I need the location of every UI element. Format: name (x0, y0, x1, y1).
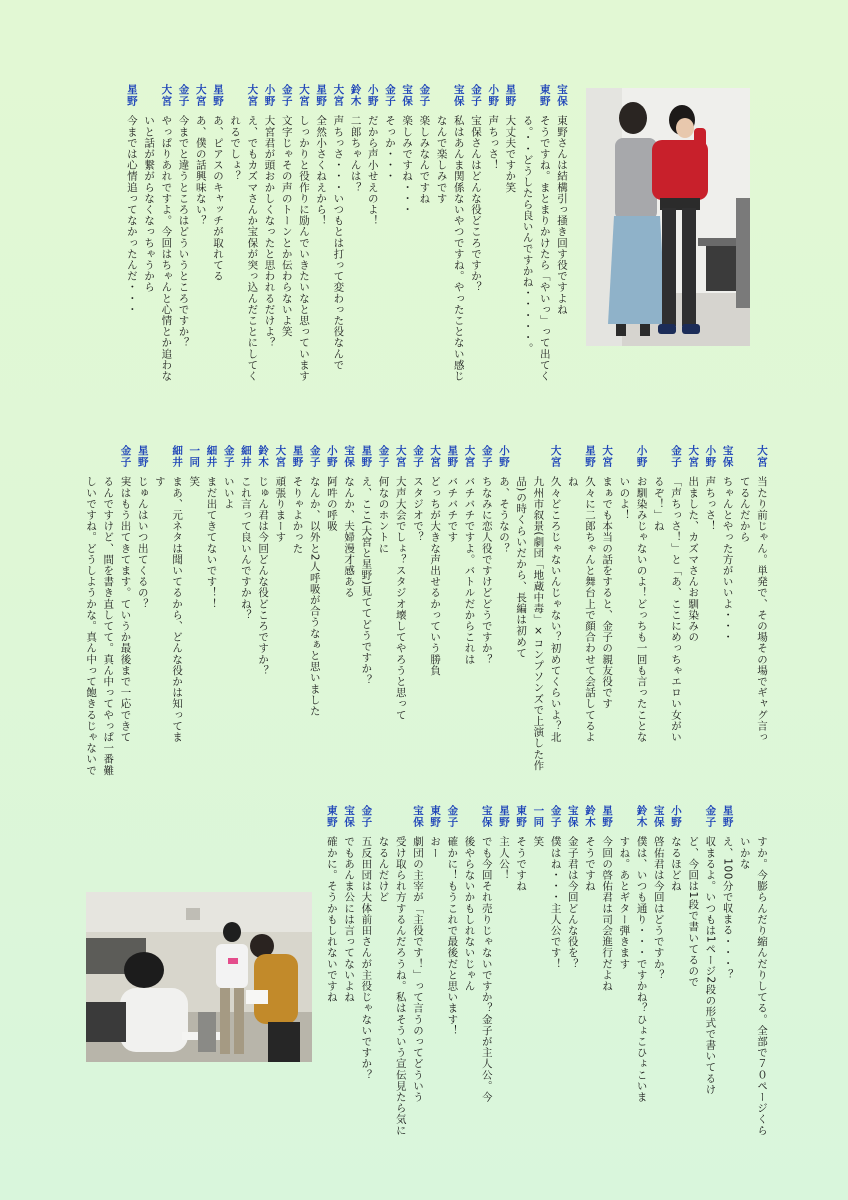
dialogue-text: お馴染みじゃないのよ！どっちも一回も言ったことな (635, 476, 648, 743)
dialogue-line (209, 84, 226, 436)
dialogue-line (632, 805, 649, 1121)
dialogue-text: じゅん君は今回どんな役どころですか？ (257, 476, 270, 676)
dialogue-line (254, 445, 271, 763)
speaker-name: 宝保 (343, 445, 356, 468)
dialogue-line (415, 84, 432, 436)
dialogue-text: るんですけど、間を書き直してて。真ん中ってやっぱ一番難 (102, 476, 115, 776)
dialogue-text: いと話が繋がらなくなっちゃうから (143, 115, 156, 293)
dialogue-line (667, 805, 684, 1121)
dialogue-text: 五反田団は大体前田さんが主役じゃないですか？ (360, 836, 373, 1081)
conversation-section-2 (84, 445, 770, 776)
speaker-name (650, 445, 667, 476)
dialogue-text: 主人公！ (497, 836, 510, 881)
dialogue-line (443, 445, 460, 763)
dialogue-line (306, 445, 323, 763)
dialogue-text: なるんだけど (377, 836, 390, 903)
dialogue-line (260, 84, 277, 436)
speaker-name: 星野 (721, 805, 734, 828)
speaker-name: 星野 (601, 805, 614, 828)
speaker-name: 小野 (497, 445, 510, 468)
speaker-name: 金子 (446, 805, 459, 828)
dialogue-line (615, 445, 632, 763)
dialogue-line (684, 445, 701, 763)
speaker-name: 星野 (211, 84, 224, 107)
speaker-name: 大宮 (194, 84, 207, 107)
dialogue-line (467, 84, 484, 436)
dialogue-text: 大声大会でしょ？スタジオ壊してやろうと思って (394, 476, 407, 721)
dialogue-text: 受け取られ方するんだろうね。私はそういう宣伝見たら気に (394, 836, 407, 1136)
dialogue-line (478, 805, 495, 1121)
dialogue-line (495, 445, 512, 763)
speaker-name: 宝保 (452, 84, 465, 107)
speaker-name: 星野 (360, 445, 373, 468)
speaker-name: 金子 (308, 445, 321, 468)
dialogue-text: 実はもう出てきてます。ていうか最後まで一応できて (119, 476, 132, 743)
dialogue-text: 僕はね・・・主人公です！ (549, 836, 562, 970)
speaker-name: 宝保 (652, 805, 665, 828)
dialogue-text: 久々に二郎ちゃんと舞台上で顔合わせて会話してるよ (583, 476, 596, 743)
dialogue-line (364, 84, 381, 436)
dialogue-text: 二郎ちゃんは？ (349, 115, 362, 193)
dialogue-text: そうですね。まとまりかけたら「やいっ」って出てく (538, 115, 551, 382)
dialogue-text: 僕は、いつも通り・・・ですかね？ひょこひょこいま (635, 836, 648, 1103)
dialogue-text: 頑張りまーす (274, 476, 287, 543)
dialogue-line (409, 805, 426, 1121)
dialogue-text: ちゃんとやった方がいいよ・・・ (721, 476, 734, 643)
dialogue-text: 今までは心情追ってなかったんだ・・・ (125, 115, 138, 315)
speaker-name: 金子 (119, 445, 132, 468)
dialogue-text: 確かに！もうこれで最後だと思います！ (446, 836, 459, 1036)
dialogue-text: 大丈夫ですか笑 (504, 115, 517, 193)
speaker-name: 大宮 (160, 84, 173, 107)
dialogue-text: 後やらないかもしれないじゃん (463, 836, 476, 992)
dialogue-line (736, 805, 753, 1121)
dialogue-line (295, 84, 312, 436)
dialogue-line (357, 805, 374, 1121)
dialogue-text: 九州市叙景(劇団「地蔵中毒」×コンプソンズで上演した作 (532, 476, 545, 771)
dialogue-text: 大宮君が頭おかしくなったと思われるだけよ？ (263, 115, 276, 349)
rehearsal-photo-group (86, 892, 312, 1062)
speaker-name: 大宮 (429, 445, 442, 468)
dialogue-line (426, 445, 443, 763)
dialogue-text: 声ちっさ・・・いつもとは打って変わった役なんで (332, 115, 345, 371)
dialogue-line (484, 84, 501, 436)
dialogue-line (323, 805, 340, 1121)
dialogue-text: いいよ (222, 476, 235, 510)
speaker-name: 一同 (188, 445, 201, 468)
dialogue-line (174, 84, 191, 436)
dialogue-text: る。・・どうしたら良いんですかね・・・・・。 (521, 115, 534, 354)
dialogue-text: これ言って良いんですかね？ (239, 476, 252, 621)
dialogue-text: まぁでも本当の話をすると、金子の親友役です (601, 476, 614, 710)
speaker-name (512, 445, 529, 476)
speaker-name: 金子 (377, 445, 390, 468)
dialogue-line (82, 445, 99, 776)
dialogue-text: 当たり前じゃん。単発で、その場その場でギャグ言っ (756, 476, 768, 743)
dialogue-line (140, 84, 157, 436)
speaker-name: 細井 (239, 445, 252, 468)
speaker-name (564, 445, 581, 476)
speaker-name: 星野 (136, 445, 149, 468)
dialogue-line (564, 445, 581, 763)
dialogue-line (460, 445, 477, 763)
dialogue-line (443, 805, 460, 1121)
dialogue-line (123, 84, 140, 436)
dialogue-line (753, 445, 770, 763)
dialogue-text: 声ちっさ！ (704, 476, 717, 532)
dialogue-text: バチバチです (446, 476, 459, 543)
dialogue-line (357, 445, 374, 763)
dialogue-line (426, 805, 443, 1121)
conversation-section-3 (325, 805, 770, 1136)
speaker-name: 鈴木 (257, 445, 270, 468)
dialogue-text: なるほどね (669, 836, 682, 892)
speaker-name: 大宮 (463, 445, 476, 468)
dialogue-line (409, 445, 426, 763)
rehearsal-photo-two-actors (586, 88, 750, 346)
speaker-name: 大宮 (549, 445, 562, 468)
speaker-name (684, 805, 701, 836)
dialogue-line (701, 445, 718, 763)
speaker-name (433, 84, 450, 115)
speaker-name: 細井 (205, 445, 218, 468)
dialogue-text: あ、そうなの？ (497, 476, 510, 554)
speaker-name: 金子 (222, 445, 235, 468)
dialogue-text: すか。今膨らんだり縮んだりしてる。全部で７０ページくら (756, 836, 768, 1136)
speaker-name: 星野 (291, 445, 304, 468)
dialogue-text: やっぱりあれですよ。今回はちゃんと心情とか追わな (160, 115, 173, 382)
dialogue-text: だから声小せえのよ！ (366, 115, 379, 226)
dialogue-line (168, 445, 185, 763)
dialogue-line (553, 84, 570, 436)
speaker-name (226, 84, 243, 115)
dialogue-text: おー (429, 836, 442, 859)
speaker-name: 星野 (504, 84, 517, 107)
dialogue-text: そりゃよかった (291, 476, 304, 554)
dialogue-line (374, 445, 391, 763)
dialogue-text: 確かに。そうかもしれないですね (325, 836, 338, 1003)
speaker-name: 金子 (549, 805, 562, 828)
dialogue-text: そうですね (515, 836, 528, 892)
dialogue-line (329, 84, 346, 436)
dialogue-line (529, 805, 546, 1121)
dialogue-text: 劇団の主宰が「主役です！」って言うのってどういう (411, 836, 424, 1103)
dialogue-line (278, 84, 295, 436)
speaker-name (151, 445, 168, 476)
speaker-name: 金子 (280, 84, 293, 107)
speaker-name (392, 805, 409, 836)
dialogue-text: どっちが大きな声出せるかっていう勝負 (429, 476, 442, 676)
speaker-name (519, 84, 536, 115)
speaker-name (140, 84, 157, 115)
dialogue-line (667, 445, 684, 763)
speaker-name: 鈴木 (349, 84, 362, 107)
speaker-name: 大宮 (274, 445, 287, 468)
speaker-name (461, 805, 478, 836)
dialogue-line (271, 445, 288, 763)
speaker-name: 大宮 (394, 445, 407, 468)
dialogue-line (323, 445, 340, 763)
speaker-name: 大宮 (756, 445, 768, 468)
speaker-name: 金子 (418, 84, 431, 107)
dialogue-text: あ、ピアスのキャッチが取れてる (211, 115, 224, 282)
speaker-name: 宝保 (566, 805, 579, 828)
dialogue-text: 収まるよ。いつもは1ページ2段の形式で書いてるけ (704, 836, 717, 1095)
dialogue-text: 私はあんま関係ないやつですね。やったことない感じ (452, 115, 465, 382)
dialogue-line (157, 84, 174, 436)
dialogue-text: でも今回それ売りじゃないですか？金子が主人公。今 (480, 836, 493, 1103)
speaker-name: 宝保 (401, 84, 414, 107)
dialogue-line (546, 805, 563, 1121)
dialogue-line (701, 805, 718, 1121)
dialogue-text: しっかりと役作りに励んでいきたいなと思っています (297, 115, 310, 382)
dialogue-text: ど、今回は1段で書いてるので (687, 836, 700, 988)
speaker-name: 鈴木 (635, 805, 648, 828)
dialogue-text: れるでしょ？ (229, 115, 242, 182)
dialogue-text: ちなみに恋人役ですけどどうですか？ (480, 476, 493, 665)
dialogue-line (185, 445, 202, 763)
dialogue-text: 「声ちっさ！」と「あ、ここにめっちゃエロい女がい (669, 476, 682, 743)
conversation-section-1 (104, 84, 570, 436)
speaker-name (529, 445, 546, 476)
speaker-name (736, 445, 753, 476)
dialogue-text: てるんだから (738, 476, 751, 543)
speaker-name: 小野 (366, 84, 379, 107)
dialogue-text: なんで楽しみです (435, 115, 448, 204)
dialogue-text: いかな (738, 836, 751, 870)
speaker-name: 鈴木 (583, 805, 596, 828)
speaker-name: 小野 (669, 805, 682, 828)
speaker-name: 東野 (429, 805, 442, 828)
dialogue-text: まだ出てきてないです！！ (205, 476, 218, 610)
dialogue-text: 全然小さくねえから！ (315, 115, 328, 226)
dialogue-text: 品)の時くらいだから、長編は初めて (515, 476, 528, 659)
speaker-name: 宝保 (411, 805, 424, 828)
speaker-name: 小野 (704, 445, 717, 468)
dialogue-line (564, 805, 581, 1121)
dialogue-line (116, 445, 133, 763)
dialogue-line (312, 84, 329, 436)
dialogue-text: あ、僕の話興味ない？ (194, 115, 207, 226)
dialogue-text: スタジオで？ (411, 476, 424, 543)
dialogue-line (381, 84, 398, 436)
dialogue-text: 東野さんは結構引っ掻き回す役ですよね (556, 115, 568, 315)
dialogue-line (650, 805, 667, 1121)
dialogue-line (133, 445, 150, 763)
dialogue-text: でもあんま公には言ってないよね (343, 836, 356, 1003)
dialogue-line (99, 445, 116, 776)
dialogue-line (340, 445, 357, 763)
dialogue-line (392, 805, 409, 1136)
speaker-name: 星野 (446, 445, 459, 468)
speaker-name: 小野 (487, 84, 500, 107)
dialogue-line (237, 445, 254, 763)
dialogue-line (346, 84, 363, 436)
dialogue-line (450, 84, 467, 436)
speaker-name: 細井 (171, 445, 184, 468)
speaker-name: 大宮 (246, 84, 259, 107)
dialogue-line (598, 445, 615, 763)
dialogue-text: なんか、夫婦漫才感ある (343, 476, 356, 599)
speaker-name (615, 805, 632, 836)
dialogue-line (432, 84, 449, 436)
dialogue-line (615, 805, 632, 1121)
dialogue-line (392, 445, 409, 763)
speaker-name: 小野 (325, 445, 338, 468)
speaker-name: 金子 (360, 805, 373, 828)
dialogue-text: バチバチですよ。バトルだからこれは (463, 476, 476, 665)
dialogue-text: 楽しみですね・・・ (401, 115, 414, 215)
dialogue-text: 楽しみなんですね (418, 115, 431, 204)
dialogue-text: 久々どころじゃないんじゃない？初めてくらいよ？北 (549, 476, 562, 743)
speaker-name: 小野 (635, 445, 648, 468)
speaker-name: 東野 (515, 805, 528, 828)
speaker-name: 小野 (263, 84, 276, 107)
dialogue-text: そっか・・・ (383, 115, 396, 182)
dialogue-line (632, 445, 649, 763)
dialogue-line (460, 805, 477, 1121)
dialogue-text: 出ました、カズマさんお馴染みの (687, 476, 700, 643)
dialogue-text: 今回の啓佑君は司会進行だよね (601, 836, 614, 992)
dialogue-line (718, 805, 735, 1121)
speaker-name (753, 805, 770, 836)
dialogue-text: 今までと違うところはどういうところですか？ (177, 115, 190, 349)
speaker-name: 星野 (583, 445, 596, 468)
speaker-name (615, 445, 632, 476)
dialogue-line (581, 445, 598, 763)
dialogue-text: す (153, 476, 166, 488)
dialogue-text: ね (566, 476, 579, 488)
dialogue-line (192, 84, 209, 436)
dialogue-line (202, 445, 219, 763)
dialogue-line (226, 84, 243, 436)
dialogue-text: え、100分で収まる・・・？ (721, 836, 734, 980)
dialogue-text: なんか、以外と2人呼吸が合うなぁと思いました (308, 476, 321, 717)
dialogue-line (220, 445, 237, 763)
speaker-name: 宝保 (556, 84, 568, 107)
dialogue-text: 声ちっさ！ (487, 115, 500, 171)
speaker-name: 金子 (669, 445, 682, 468)
dialogue-text: るぞ！」ね (652, 476, 665, 532)
speaker-name: 金子 (704, 805, 717, 828)
dialogue-line (340, 805, 357, 1121)
speaker-name (736, 805, 753, 836)
speaker-name: 金子 (383, 84, 396, 107)
speaker-name: 金子 (411, 445, 424, 468)
dialogue-text: 笑 (532, 836, 545, 848)
dialogue-line (374, 805, 391, 1121)
dialogue-line (581, 805, 598, 1121)
speaker-name: 東野 (325, 805, 338, 828)
dialogue-text: しいですね。どうしようかな。真ん中って飽きるじゃないで (85, 476, 98, 776)
dialogue-text: そうですね (583, 836, 596, 892)
dialogue-text: 笑 (188, 476, 201, 488)
dialogue-line (495, 805, 512, 1121)
speaker-name: 東野 (538, 84, 551, 107)
dialogue-text: じゅんはいつ出てくるの？ (136, 476, 149, 610)
dialogue-text: すね。あとギター弾きます (618, 836, 631, 970)
dialogue-line (736, 445, 753, 763)
dialogue-line (718, 445, 735, 763)
speaker-name: 宝保 (343, 805, 356, 828)
dialogue-line (529, 445, 546, 771)
speaker-name: 大宮 (297, 84, 310, 107)
dialogue-text: え、でもカズマさんか宝保が突っ込んだことにしてく (246, 115, 259, 382)
dialogue-text: 何なのホントに (377, 476, 390, 554)
dialogue-line (650, 445, 667, 763)
dialogue-text: 金子君は今回どんな役を？ (566, 836, 579, 970)
speaker-name: 金子 (480, 445, 493, 468)
dialogue-line (288, 445, 305, 763)
dialogue-text: いのよ！ (618, 476, 631, 521)
dialogue-line (684, 805, 701, 1121)
speaker-name: 星野 (125, 84, 138, 107)
dialogue-line (598, 805, 615, 1121)
speaker-name: 一同 (532, 805, 545, 828)
speaker-name: 星野 (315, 84, 328, 107)
dialogue-line (512, 445, 529, 763)
dialogue-text: 文字じゃその声のトーンとか伝わらないよ笑 (280, 115, 293, 337)
speaker-name (99, 445, 116, 476)
dialogue-text: 啓佑君は今回はどうですか？ (652, 836, 665, 981)
speaker-name: 大宮 (687, 445, 700, 468)
dialogue-line (518, 84, 535, 436)
speaker-name: 大宮 (332, 84, 345, 107)
dialogue-line (243, 84, 260, 436)
speaker-name: 宝保 (721, 445, 734, 468)
dialogue-line (753, 805, 770, 1136)
dialogue-line (546, 445, 563, 763)
speaker-name (375, 805, 392, 836)
dialogue-text: 宝保さんはどんな役どころですか？ (469, 115, 482, 293)
dialogue-line (536, 84, 553, 436)
speaker-name: 宝保 (480, 805, 493, 828)
speaker-name: 大宮 (601, 445, 614, 468)
dialogue-text: え、ここ(大宮と星野)見ててどうですか？ (360, 476, 373, 686)
speaker-name (82, 445, 99, 476)
dialogue-line (512, 805, 529, 1121)
dialogue-line (478, 445, 495, 763)
dialogue-text: まあ、元ネタは聞いてるから、どんな役かは知ってま (171, 476, 184, 743)
dialogue-line (398, 84, 415, 436)
dialogue-line (151, 445, 168, 763)
dialogue-text: 阿吽の呼吸 (325, 476, 338, 532)
speaker-name: 金子 (177, 84, 190, 107)
speaker-name: 星野 (497, 805, 510, 828)
speaker-name: 金子 (469, 84, 482, 107)
dialogue-line (501, 84, 518, 436)
